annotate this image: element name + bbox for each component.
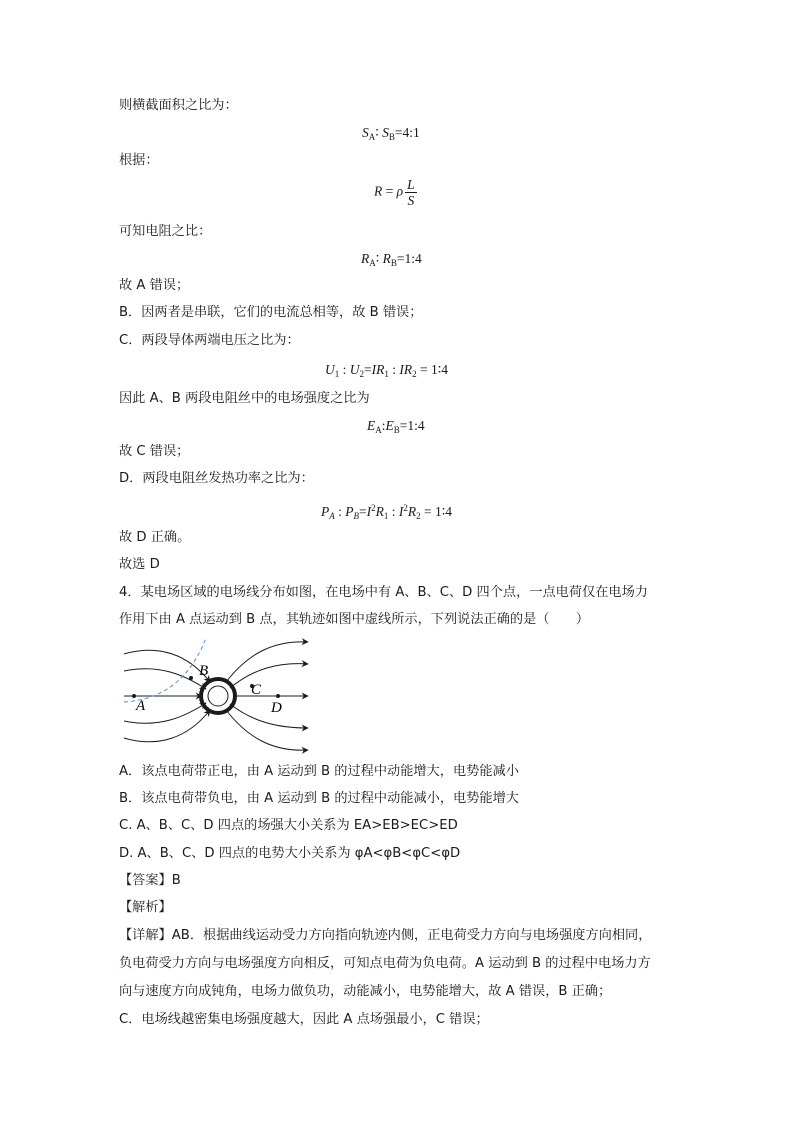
option-a: A．该点电荷带正电，由 A 运动到 B 的过程中动能增大，电势能减小	[119, 764, 519, 779]
text-line: 根据：	[119, 153, 159, 168]
label-c: C	[251, 682, 262, 698]
text-line: 可知电阻之比：	[119, 224, 212, 239]
trajectory-dashed	[124, 638, 209, 702]
option-b: B．该点电荷带负电，由 A 运动到 B 的过程中动能减小，电势能增大	[119, 791, 519, 806]
area-ratio-value: 4:1	[402, 125, 420, 140]
option-c: C. A、B、C、D 四点的场强大小关系为 EA>EB>EC>ED	[119, 818, 458, 833]
field-line	[124, 710, 210, 742]
analysis-paragraph: C．电场线越密集电场强度越大，因此 A 点场强最小，C 错误；	[119, 1012, 489, 1027]
point-b	[189, 676, 193, 680]
field-ratio-equation: $E_A:E_B=1:4$	[367, 418, 425, 435]
answer-label: 【答案】	[119, 873, 172, 888]
text-line: 因此 A、B 两段电阻丝中的电场强度之比为	[119, 391, 370, 406]
text-line: B．因两者是串联，它们的电流总相等，故 B 错误；	[119, 305, 423, 320]
field-line	[226, 642, 308, 682]
text-line: D．两段电阻丝发热功率之比为：	[119, 471, 314, 486]
question-text: 作用下由 A 点运动到 B 点，其轨迹如图中虚线所示，下列说法正确的是（ ）	[119, 612, 590, 627]
field-line	[230, 664, 308, 688]
analysis-label: 【解析】	[119, 900, 172, 915]
text-line: C．两段导体两端电压之比为：	[119, 333, 300, 348]
field-line	[124, 669, 206, 689]
detail-label: 【详解】	[119, 928, 172, 943]
answer-value: B	[171, 873, 181, 888]
resistance-formula: R = ρ $\frac{L}{S}$	[374, 177, 415, 208]
field-line	[230, 704, 308, 728]
electric-field-figure	[118, 634, 318, 756]
resistance-ratio-value: 1:4	[404, 251, 422, 266]
resistance-ratio-equation: $R_A∶$ $R_B=1:4$	[361, 251, 422, 268]
analysis-paragraph: 【详解】AB．根据曲线运动受力方向指向轨迹内侧，正电荷受力方向与电场强度方向相同，	[119, 928, 652, 943]
field-line	[124, 650, 210, 682]
text-line: 则横截面积之比为：	[119, 98, 238, 113]
label-d: D	[271, 700, 282, 716]
text-line: 故 D 正确。	[119, 530, 191, 545]
voltage-ratio-equation: $U_1$ : $U_2=IR_1$ : $IR_2$ = 1∶4	[325, 362, 449, 379]
option-d: D. A、B、C、D 四点的电势大小关系为 φA<φB<φC<φD	[119, 846, 461, 861]
power-ratio-equation: $P_A$ : $P_B=I^2R_1$ : $I^2R_2$ = 1∶4	[321, 503, 453, 521]
text-line: 故选 D	[119, 557, 160, 572]
field-ratio-value: 1:4	[407, 418, 425, 433]
area-ratio-equation: $S_A∶$ $S_B=4:1$	[362, 125, 420, 142]
question-text: 4．某电场区域的电场线分布如图，在电场中有 A、B、C、D 四个点，一点电荷仅在电场力	[119, 585, 648, 600]
power-ratio-value: 1∶4	[435, 504, 453, 519]
point-d	[276, 694, 280, 698]
analysis-paragraph: 向与速度方向成钝角，电场力做负功，动能减小，电势能增大，故 A 错误，B 正确；	[119, 984, 612, 999]
field-line	[226, 710, 308, 750]
text-line: 故 A 错误；	[119, 278, 190, 293]
answer-line	[119, 872, 181, 890]
label-b: B	[199, 663, 209, 679]
voltage-ratio-value: 1∶4	[431, 362, 449, 377]
label-a: A	[136, 698, 146, 714]
analysis-paragraph: 负电荷受力方向与电场强度方向相反，可知点电荷为负电荷。A 运动到 B 的过程中电场力方	[119, 956, 651, 971]
text-line: 故 C 错误；	[119, 444, 190, 459]
